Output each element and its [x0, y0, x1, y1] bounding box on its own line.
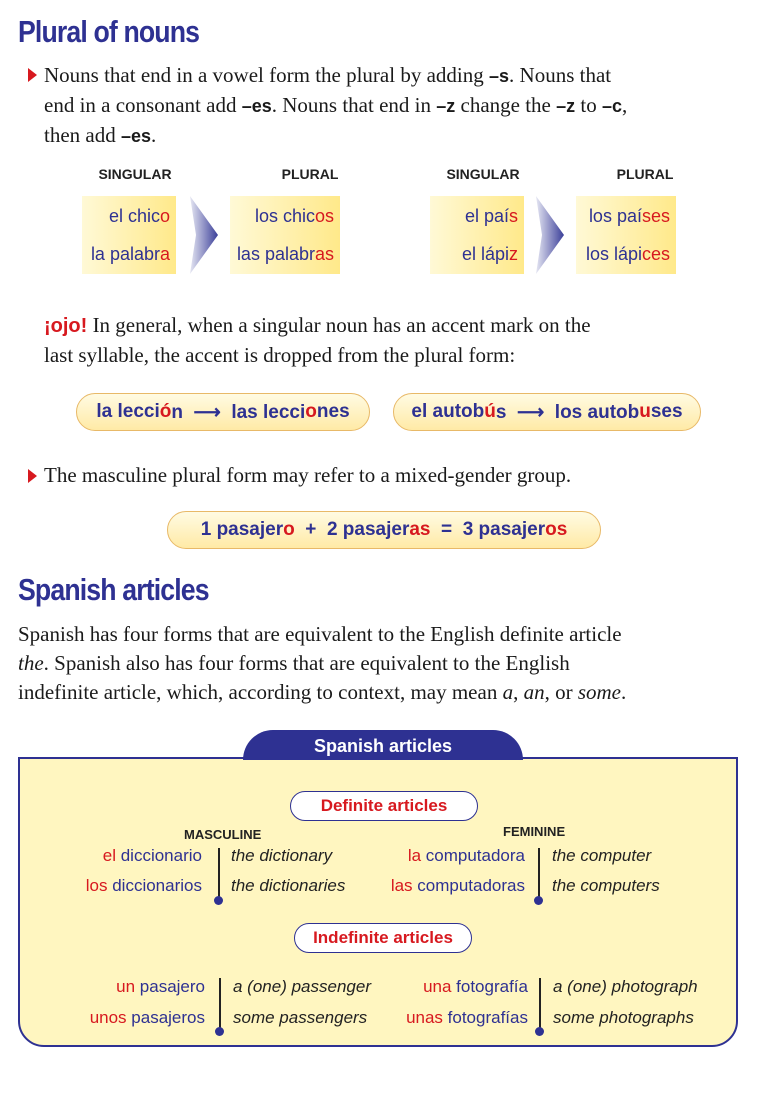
accent-example-pill: el autob ú s ⟶ los autob u ses: [393, 393, 701, 431]
mixed-gender-note: The masculine plural form may refer to a mixed-gender group.: [44, 463, 572, 487]
word: el país: [464, 206, 518, 226]
divider-line: [219, 978, 221, 1032]
arrow-right-icon: [536, 196, 566, 274]
header-plural: PLURAL: [281, 166, 339, 182]
plural-rule-paragraph: Nouns that end in a vowel form the plural by adding –s. Nouns that end in a consonant add –es. Nouns that end in –z change the –z to –c, then add –es.: [44, 63, 628, 147]
word: los países: [588, 206, 670, 226]
accent-example-pill: la lecci ó n ⟶ las lecci o nes: [76, 393, 370, 431]
plural-box: [576, 196, 676, 274]
definite-masc-plural: los diccionarios: [85, 876, 202, 895]
plural-box: [230, 196, 340, 274]
definite-fem-singular: la computadora: [407, 846, 525, 865]
indefinite-masc-plural: unos pasajeros: [89, 1008, 205, 1027]
section-title-articles: Spanish articles: [18, 572, 209, 607]
indefinite-fem-plural-en: some photographs: [553, 1008, 694, 1027]
bullet-arrow-icon: [28, 68, 37, 82]
word: los chicos: [254, 206, 334, 226]
ojo-note: ¡ojo! In general, when a singular noun has an accent mark on the last syllable, the accent is dropped from the plural form:: [44, 313, 591, 367]
section-title-plural: Plural of nouns: [18, 14, 200, 49]
indefinite-masc-singular-en: a (one) passenger: [233, 977, 371, 996]
singular-box: [430, 196, 524, 274]
bullet-arrow-icon: [28, 469, 37, 483]
word: el chico: [108, 206, 170, 226]
definite-masc-singular: el diccionario: [102, 846, 202, 865]
indefinite-masc-plural-en: some passengers: [233, 1008, 368, 1027]
definite-fem-plural-en: the computers: [552, 876, 660, 895]
definite-masc-plural-en: the dictionaries: [231, 876, 346, 895]
definite-fem-singular-en: the computer: [552, 846, 652, 865]
equation-pill: 1 pasajer o + 2 pasajer as = 3 pasajer os: [167, 511, 601, 549]
word: la palabra: [90, 244, 170, 264]
definite-articles-label: Definite articles: [290, 791, 478, 821]
divider-line: [218, 848, 220, 900]
header-singular: SINGULAR: [446, 166, 520, 182]
indefinite-masc-singular: un pasajero: [116, 977, 205, 996]
definite-fem-plural: las computadoras: [390, 876, 525, 895]
divider-dot: [535, 1027, 544, 1036]
word: el lápiz: [461, 244, 518, 264]
divider-line: [538, 848, 540, 900]
header-singular: SINGULAR: [98, 166, 172, 182]
definite-masc-singular-en: the dictionary: [231, 846, 333, 865]
indefinite-articles-label: Indefinite articles: [294, 923, 472, 953]
ojo-label: ¡ojo!: [44, 315, 88, 337]
arrow-right-icon: [190, 196, 220, 274]
singular-box: [82, 196, 176, 274]
articles-intro: Spanish has four forms that are equivalent to the English definite article the. Spanish also has four forms that are equivalent to the English indefinite article, which, according to context, may mean a, an, or some.: [18, 622, 627, 704]
indefinite-fem-singular: una fotografía: [423, 977, 528, 996]
indefinite-fem-singular-en: a (one) photograph: [553, 977, 698, 996]
feminine-header: FEMININE: [503, 824, 566, 839]
divider-dot: [214, 896, 223, 905]
articles-table-title: Spanish articles: [243, 730, 523, 760]
masculine-header: MASCULINE: [184, 827, 262, 842]
word: las palabras: [236, 244, 334, 264]
divider-line: [539, 978, 541, 1032]
divider-dot: [534, 896, 543, 905]
divider-dot: [215, 1027, 224, 1036]
indefinite-fem-plural: unas fotografías: [406, 1008, 528, 1027]
word: los lápices: [585, 244, 670, 264]
header-plural: PLURAL: [616, 166, 674, 182]
